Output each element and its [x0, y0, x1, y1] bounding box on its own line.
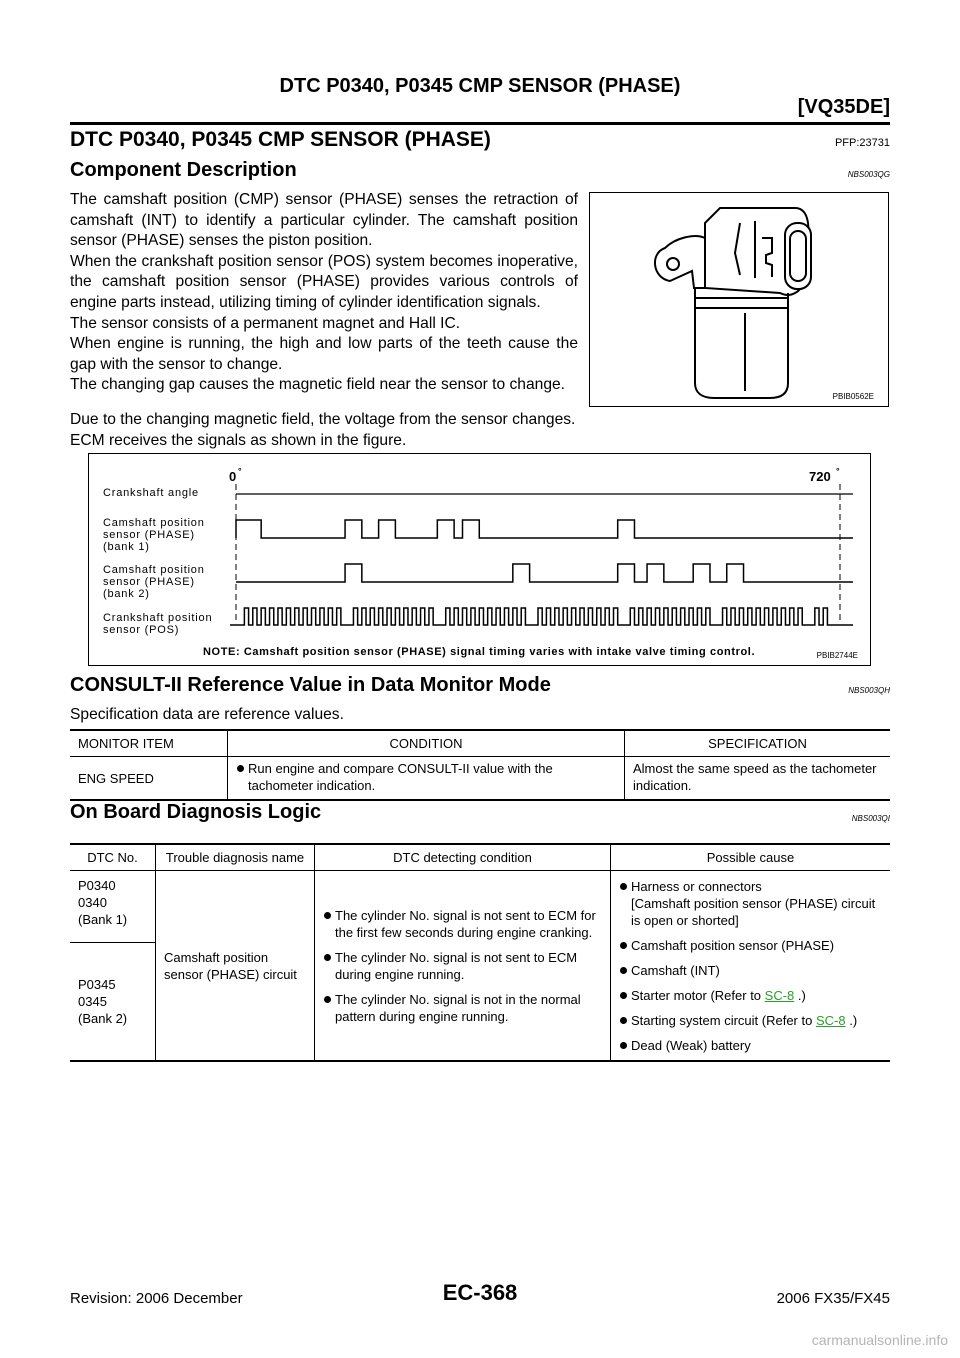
pos-waveform	[230, 608, 853, 625]
table-header-row	[70, 844, 890, 871]
column-header: DTC No.	[87, 850, 138, 865]
watermark: carmanualsonline.info	[811, 1332, 948, 1348]
obd-ref-code: NBS003QI	[851, 814, 890, 823]
bank2-waveform	[236, 564, 853, 582]
consult-note: Specification data are reference values.	[70, 706, 344, 723]
dtc-cell	[70, 942, 156, 1061]
page-header-title: DTC P0340, P0345 CMP SENSOR (PHASE)	[279, 75, 681, 97]
obd-table	[70, 843, 890, 1062]
bullet-item	[619, 987, 882, 1004]
possible-cause-cell	[611, 871, 891, 1062]
end-angle-label: 720	[809, 469, 831, 484]
table-row	[70, 871, 890, 943]
cause-text: Starting system circuit (Refer to	[631, 1013, 813, 1028]
column-header: CONDITION	[228, 730, 625, 757]
condition-cell	[228, 757, 625, 801]
pos-label-line: Crankshaft position	[103, 612, 213, 624]
bullet-item: Camshaft (INT)	[619, 962, 882, 979]
bank1-label-line: (bank 1)	[103, 541, 150, 553]
table-row	[70, 757, 890, 801]
table-header-row	[70, 730, 890, 757]
specification-cell: Almost the same speed as the tachometer indication.	[625, 757, 891, 801]
paragraph: Due to the changing magnetic field, the voltage from the sensor changes.	[70, 411, 576, 428]
vehicle-model-label: 2006 FX35/FX45	[776, 1290, 890, 1307]
dtc-line: (Bank 1)	[78, 912, 128, 927]
consult-ref-code: NBS003QH	[848, 686, 890, 695]
bank2-label-line: sensor (PHASE)	[103, 576, 195, 588]
bullet-item	[619, 878, 882, 929]
degree-mark: °	[238, 466, 242, 476]
cause-detail: [Camshaft position sensor (PHASE) circuit is open or shorted]	[631, 896, 876, 928]
consult-heading: CONSULT-II Reference Value in Data Monitor Mode	[70, 674, 551, 696]
bullet-item: Run engine and compare CONSULT-II value with the tachometer indication.	[236, 760, 616, 794]
timing-note: NOTE: Camshaft position sensor (PHASE) signal timing varies with intake valve timing control.	[203, 646, 756, 658]
paragraph: ECM receives the signals as shown in the figure.	[70, 432, 407, 449]
dtc-cell	[70, 871, 156, 943]
bank1-label-line: Camshaft position	[103, 517, 205, 529]
cause-text: .)	[849, 1013, 858, 1028]
bullet-item: The cylinder No. signal is not in the normal pattern during engine running.	[323, 991, 602, 1025]
paragraph: When engine is running, the high and low parts of the teeth cause the gap with the sensor to change.	[70, 335, 578, 373]
section-title: DTC P0340, P0345 CMP SENSOR (PHASE)	[70, 128, 491, 151]
consult-table	[70, 729, 890, 801]
pos-label-line: sensor (POS)	[103, 624, 180, 636]
cause-text: Starter motor (Refer to	[631, 988, 762, 1003]
degree-mark: °	[836, 466, 840, 476]
component-description-heading: Component Description	[70, 159, 297, 181]
cause-text: .)	[797, 988, 806, 1003]
bullet-item: Dead (Weak) battery	[619, 1037, 882, 1054]
bank2-label-line: (bank 2)	[103, 588, 150, 600]
bullet-item: The cylinder No. signal is not sent to ECM for the first few seconds during engine cranking.	[323, 907, 602, 941]
sc-8-link[interactable]: SC-8	[815, 1013, 846, 1028]
start-angle-label: 0	[229, 469, 237, 484]
engine-model-label: [VQ35DE]	[797, 96, 890, 118]
bullet-item: The cylinder No. signal is not sent to ECM during engine running.	[323, 949, 602, 983]
angle-label: Crankshaft angle	[103, 487, 199, 499]
bullet-item: Camshaft position sensor (PHASE)	[619, 937, 882, 954]
bank2-label-line: Camshaft position	[103, 564, 205, 576]
obd-heading: On Board Diagnosis Logic	[70, 801, 322, 823]
part-number: PFP:23731	[834, 137, 890, 149]
trouble-name-cell: Camshaft position sensor (PHASE) circuit	[156, 871, 315, 1062]
cause-text: Harness or connectors	[631, 879, 762, 894]
paragraph: When the crankshaft position sensor (POS) system becomes inoperative, the camshaft position sensor (PHASE) provides various controls of engine parts instead, utilizing timing of cylinder identification signals.	[70, 252, 578, 311]
bullet-item	[619, 1012, 882, 1029]
column-header: SPECIFICATION	[625, 730, 891, 757]
cmp-sensor-figure	[589, 192, 889, 407]
column-header: MONITOR ITEM	[78, 736, 174, 751]
dtc-line: (Bank 2)	[78, 1010, 128, 1026]
component-description-text	[70, 190, 578, 396]
detecting-condition-cell	[315, 871, 611, 1062]
component-ref-code: NBS003QG	[847, 170, 890, 179]
sc-8-link[interactable]: SC-8	[764, 988, 795, 1003]
timing-chart-figure	[88, 453, 871, 666]
bank1-label-line: sensor (PHASE)	[103, 529, 195, 541]
revision-label: Revision: 2006 December	[70, 1290, 243, 1307]
dtc-line: P0345	[78, 976, 116, 992]
column-header: Possible cause	[611, 844, 891, 871]
dtc-line: P0340	[78, 878, 116, 893]
figure-code: PBIB2744E	[816, 651, 858, 660]
paragraph: The changing gap causes the magnetic field near the sensor to change.	[70, 376, 565, 394]
monitor-item-cell: ENG SPEED	[78, 770, 154, 786]
timing-chart	[89, 454, 870, 665]
dtc-line: 0345	[78, 993, 107, 1009]
dtc-line: 0340	[78, 895, 107, 910]
header-divider	[70, 122, 890, 125]
column-header: DTC detecting condition	[315, 844, 611, 871]
figure-code: PBIB0562E	[832, 392, 874, 401]
page-number: EC-368	[442, 1280, 518, 1305]
paragraph: The sensor consists of a permanent magnet and Hall IC.	[70, 314, 461, 332]
bank1-waveform	[236, 520, 853, 538]
column-header: Trouble diagnosis name	[156, 844, 315, 871]
cmp-sensor-illustration	[590, 193, 888, 406]
paragraph: The camshaft position (CMP) sensor (PHASE) senses the retraction of camshaft (INT) to identify a particular cylinder. The camshaft position sensor (PHASE) senses the piston position.	[70, 191, 578, 250]
